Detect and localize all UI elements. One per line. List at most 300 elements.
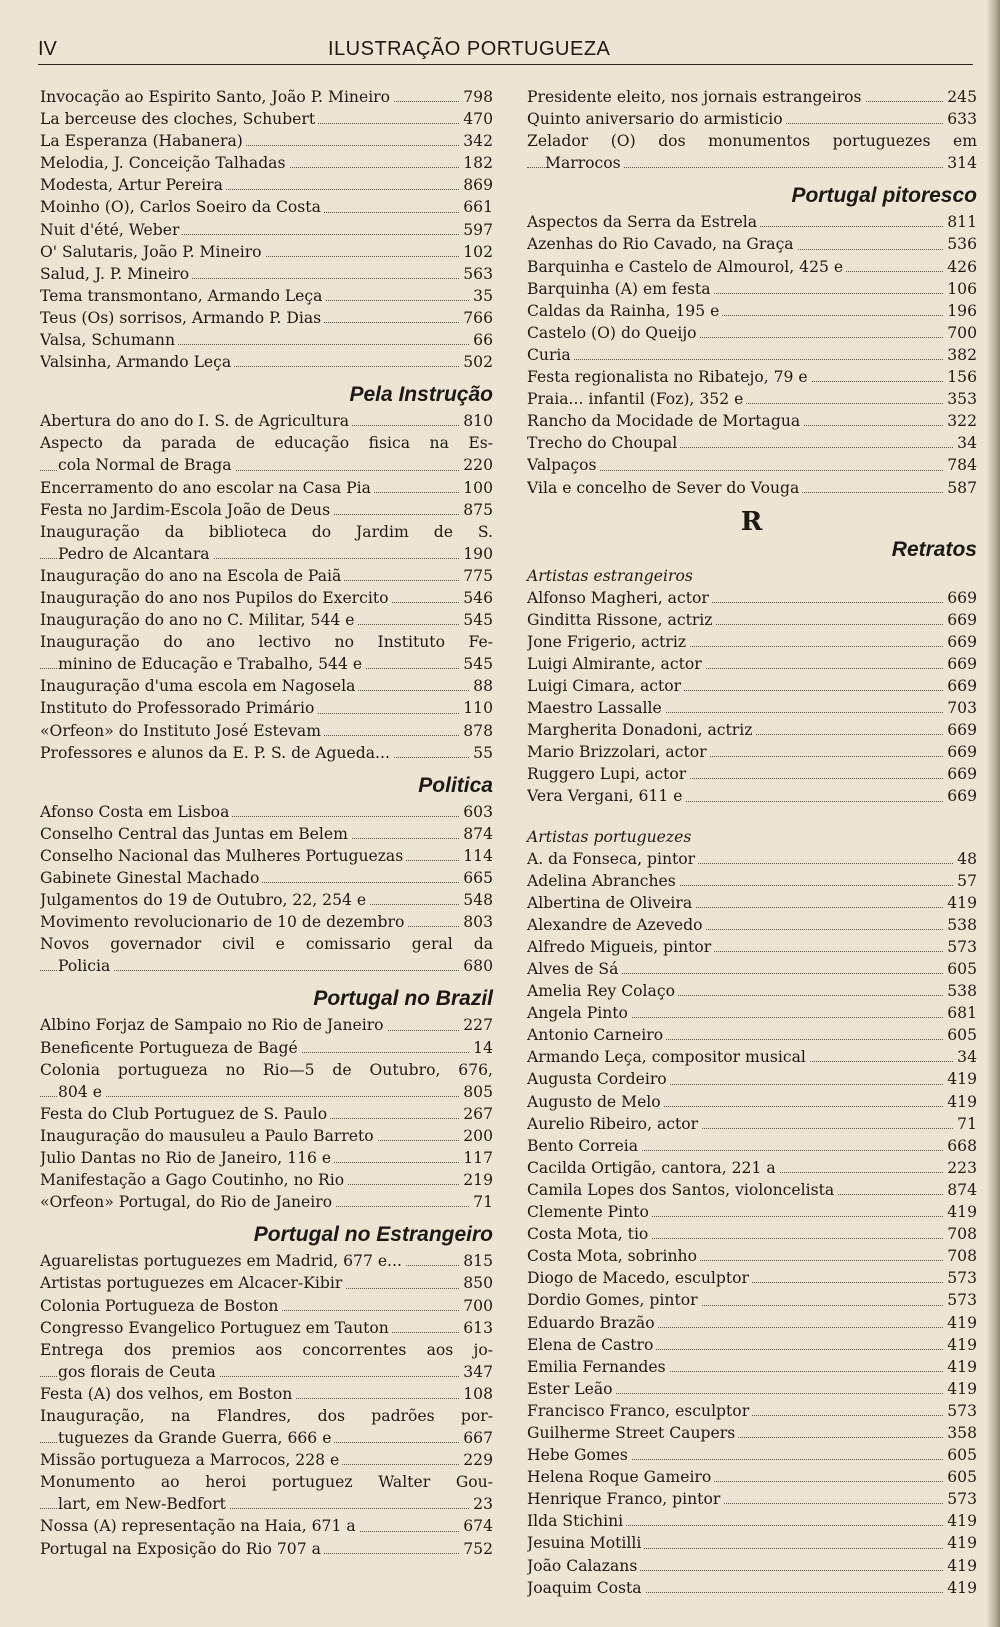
index-entry	[527, 1245, 977, 1267]
entry-page-number: 229	[460, 1449, 493, 1471]
index-entry	[527, 763, 977, 785]
entry-page-number: 708	[944, 1245, 977, 1267]
index-entry-line: Entrega dos premios aos concorrentes aos jo-	[40, 1340, 493, 1359]
index-entry	[40, 653, 493, 675]
entry-title: Alves de Sá	[527, 960, 621, 978]
entry-page-number: 875	[460, 499, 493, 521]
entry-page-number: 605	[944, 1444, 977, 1466]
entry-title: Inauguração do ano nos Pupilos do Exercito	[40, 589, 392, 607]
entry-page-number: 669	[944, 763, 977, 785]
entry-title: Eduardo Brazão	[527, 1314, 658, 1332]
index-entry-line: Novos governador civil e comissario geral da	[40, 935, 493, 954]
index-entry	[40, 823, 493, 845]
index-entry	[40, 609, 493, 631]
entry-title: Congresso Evangelico Portuguez em Tauton	[40, 1319, 392, 1337]
section-heading-instrucao: Pela Instrução	[349, 383, 493, 407]
entry-page-number: 23	[470, 1493, 493, 1515]
page-number: IV	[38, 38, 57, 60]
entry-page-number: 419	[944, 892, 977, 914]
entry-title: Maestro Lassalle	[527, 699, 665, 717]
entry-page-number: 680	[460, 955, 493, 977]
entry-page-number: 419	[944, 1334, 977, 1356]
entry-page-number: 669	[944, 719, 977, 741]
index-entry	[40, 1361, 493, 1383]
entry-page-number: 597	[460, 219, 493, 241]
entry-title: Amelia Rey Colaço	[527, 982, 678, 1000]
index-entry	[527, 1289, 977, 1311]
entry-page-number: 545	[460, 653, 493, 675]
entry-title: Marrocos	[545, 154, 624, 172]
left-column	[40, 86, 493, 1560]
entry-page-number: 71	[470, 1191, 493, 1213]
entry-page-number: 88	[470, 675, 493, 697]
entry-page-number: 71	[954, 1113, 977, 1135]
entry-page-number: 605	[944, 1466, 977, 1488]
index-entry	[40, 697, 493, 719]
index-entry	[40, 196, 493, 218]
subheading-estrangeiros: Artistas estrangeiros	[527, 566, 693, 585]
entry-page-number: 878	[460, 720, 493, 742]
entry-title: Aurelio Ribeiro, actor	[527, 1115, 701, 1133]
entry-title: Inauguração do ano na Escola de Paiã	[40, 567, 344, 585]
entry-page-number: 14	[470, 1037, 493, 1059]
entry-page-number: 114	[460, 845, 493, 867]
entry-title: Rancho da Mocidade de Mortagua	[527, 412, 803, 430]
section-heading-retratos: Retratos	[891, 537, 977, 561]
entry-page-number: 669	[944, 675, 977, 697]
entry-page-number: 220	[460, 454, 493, 476]
entry-title: Ester Leão	[527, 1380, 616, 1398]
entry-title: «Orfeon» Portugal, do Rio de Janeiro	[40, 1193, 335, 1211]
index-entry	[40, 742, 493, 764]
index-entry	[527, 108, 977, 130]
entry-page-number: 775	[460, 565, 493, 587]
entry-title: cola Normal de Braga	[58, 456, 235, 474]
index-entry	[527, 1223, 977, 1245]
entry-title: Albertina de Oliveira	[527, 894, 695, 912]
index-entry	[40, 1191, 493, 1213]
index-entry	[527, 233, 977, 255]
index-entry	[527, 653, 977, 675]
entry-title: Festa (A) dos velhos, em Boston	[40, 1385, 295, 1403]
entry-page-number: 419	[944, 1555, 977, 1577]
entry-title: Luigi Cimara, actor	[527, 677, 684, 695]
entry-title: Julgamentos do 19 de Outubro, 22, 254 e	[40, 891, 369, 909]
entry-page-number: 156	[944, 366, 977, 388]
entry-page-number: 633	[944, 108, 977, 130]
entry-title: Encerramento do ano escolar na Casa Pia	[40, 479, 374, 497]
entry-page-number: 605	[944, 958, 977, 980]
entry-page-number: 227	[460, 1014, 493, 1036]
entry-title: Augusta Cordeiro	[527, 1070, 670, 1088]
index-entry	[527, 848, 977, 870]
entry-title: Portugal na Exposição do Rio 707 a	[40, 1540, 324, 1558]
entry-title: Vila e concelho de Sever do Vouga	[527, 479, 802, 497]
entry-title: Dordio Gomes, pintor	[527, 1291, 701, 1309]
index-entry	[40, 955, 493, 977]
index-entry	[527, 1577, 977, 1599]
entry-page-number: 470	[460, 108, 493, 130]
entry-title: Margherita Donadoni, actriz	[527, 721, 755, 739]
entry-title: Quinto aniversario do armisticio	[527, 110, 786, 128]
index-entry	[527, 432, 977, 454]
index-entry	[527, 477, 977, 499]
index-entry	[527, 322, 977, 344]
entry-page-number: 419	[944, 1201, 977, 1223]
entry-page-number: 815	[460, 1250, 493, 1272]
index-entry	[527, 1532, 977, 1554]
entry-title: Ruggero Lupi, actor	[527, 765, 689, 783]
entry-title: lart, em New-Bedfort	[58, 1495, 229, 1513]
entry-page-number: 200	[460, 1125, 493, 1147]
index-entry	[40, 1317, 493, 1339]
index-entry	[40, 1272, 493, 1294]
entry-page-number: 347	[460, 1361, 493, 1383]
index-entry	[40, 329, 493, 351]
entry-title: Armando Leça, compositor musical	[527, 1048, 809, 1066]
entry-page-number: 669	[944, 609, 977, 631]
entry-title: Valsinha, Armando Leça	[40, 353, 234, 371]
page-edge	[986, 0, 1000, 1627]
entry-page-number: 34	[954, 1046, 977, 1068]
entry-title: Joaquim Costa	[527, 1579, 645, 1597]
entry-page-number: 784	[944, 454, 977, 476]
entry-page-number: 874	[460, 823, 493, 845]
right-column	[527, 86, 977, 1599]
entry-title: Nuit d'été, Weber	[40, 221, 182, 239]
index-entry	[527, 980, 977, 1002]
index-entry	[40, 543, 493, 565]
entry-title: Barquinha (A) em festa	[527, 280, 714, 298]
index-entry-line: Aspecto da parada de educação fisica na Es-	[40, 434, 493, 453]
index-entry	[527, 958, 977, 980]
index-entry	[40, 152, 493, 174]
entry-page-number: 603	[460, 801, 493, 823]
entry-title: Festa regionalista no Ribatejo, 79 e	[527, 368, 811, 386]
entry-title: Aspectos da Serra da Estrela	[527, 213, 760, 231]
entry-page-number: 548	[460, 889, 493, 911]
entry-title: Inauguração do mausuleu a Paulo Barreto	[40, 1127, 377, 1145]
index-entry	[40, 351, 493, 373]
index-entry	[527, 697, 977, 719]
entry-title: 804 e	[58, 1083, 105, 1101]
entry-page-number: 869	[460, 174, 493, 196]
entry-title: Castelo (O) do Queijo	[527, 324, 700, 342]
index-entry	[40, 174, 493, 196]
entry-page-number: 669	[944, 631, 977, 653]
entry-page-number: 805	[460, 1081, 493, 1103]
index-entry	[527, 609, 977, 631]
entry-page-number: 190	[460, 543, 493, 565]
index-entry	[40, 1103, 493, 1125]
entry-title: Tema transmontano, Armando Leça	[40, 287, 325, 305]
index-entry	[40, 1295, 493, 1317]
entry-title: Mario Brizzolari, actor	[527, 743, 710, 761]
entry-page-number: 106	[944, 278, 977, 300]
entry-page-number: 110	[460, 697, 493, 719]
index-entry	[40, 86, 493, 108]
entry-title: Alexandre de Azevedo	[527, 916, 706, 934]
entry-title: Conselho Central das Juntas em Belem	[40, 825, 351, 843]
index-entry	[527, 366, 977, 388]
index-entry	[40, 911, 493, 933]
artistas-estrangeiros-list	[527, 587, 977, 808]
index-entry	[40, 285, 493, 307]
entry-title: Albino Forjaz de Sampaio no Rio de Janeiro	[40, 1016, 387, 1034]
entry-title: Angela Pinto	[527, 1004, 631, 1022]
entry-page-number: 426	[944, 256, 977, 278]
entry-page-number: 419	[944, 1091, 977, 1113]
index-entry	[527, 1024, 977, 1046]
entry-page-number: 314	[944, 152, 977, 174]
entry-title: Vera Vergani, 611 e	[527, 787, 685, 805]
entry-title: Valsa, Schumann	[40, 331, 178, 349]
entry-title: La berceuse des cloches, Schubert	[40, 110, 318, 128]
section-heading-politica: Politica	[418, 773, 493, 797]
index-entry	[527, 344, 977, 366]
entry-page-number: 573	[944, 1267, 977, 1289]
entry-page-number: 55	[470, 742, 493, 764]
entry-title: Inauguração do ano no C. Militar, 544 e	[40, 611, 357, 629]
index-entry	[40, 130, 493, 152]
entry-page-number: 573	[944, 1488, 977, 1510]
entry-page-number: 669	[944, 785, 977, 807]
entry-title: Guilherme Street Caupers	[527, 1424, 738, 1442]
index-entry	[40, 1449, 493, 1471]
index-entry	[40, 263, 493, 285]
entry-title: Moinho (O), Carlos Soeiro da Costa	[40, 198, 324, 216]
index-entry	[527, 1179, 977, 1201]
entry-title: Luigi Almirante, actor	[527, 655, 705, 673]
entry-title: Missão portugueza a Marrocos, 228 e	[40, 1451, 342, 1469]
entry-page-number: 538	[944, 980, 977, 1002]
index-entry	[527, 1312, 977, 1334]
index-entry	[527, 1157, 977, 1179]
index-entry	[527, 785, 977, 807]
entry-page-number: 196	[944, 300, 977, 322]
entry-page-number: 563	[460, 263, 493, 285]
entry-title: Modesta, Artur Pereira	[40, 176, 226, 194]
entry-page-number: 57	[954, 870, 977, 892]
index-entry	[527, 936, 977, 958]
subheading-portuguezes: Artistas portuguezes	[527, 827, 692, 846]
entry-page-number: 34	[954, 432, 977, 454]
entry-title: Costa Mota, sobrinho	[527, 1247, 700, 1265]
brazil-list	[40, 1014, 493, 1213]
entry-title: Teus (Os) sorrisos, Armando P. Dias	[40, 309, 324, 327]
entry-page-number: 605	[944, 1024, 977, 1046]
entry-page-number: 538	[944, 914, 977, 936]
index-entry	[527, 1135, 977, 1157]
entry-page-number: 546	[460, 587, 493, 609]
index-entry-line: Inauguração, na Flandres, dos padrões por-	[40, 1406, 493, 1425]
entry-page-number: 108	[460, 1383, 493, 1405]
entry-title: Caldas da Rainha, 195 e	[527, 302, 722, 320]
index-entry	[527, 631, 977, 653]
entry-page-number: 665	[460, 867, 493, 889]
index-entry	[527, 278, 977, 300]
entry-page-number: 419	[944, 1510, 977, 1532]
entry-title: Praia... infantil (Foz), 352 e	[527, 390, 746, 408]
politica-list	[40, 801, 493, 978]
entry-title: Ginditta Rissone, actriz	[527, 611, 716, 629]
entry-title: Inauguração d'uma escola em Nagosela	[40, 677, 358, 695]
entry-title: Afonso Costa em Lisboa	[40, 803, 232, 821]
index-entry	[40, 675, 493, 697]
entry-page-number: 342	[460, 130, 493, 152]
index-entry	[40, 1037, 493, 1059]
entry-page-number: 66	[470, 329, 493, 351]
entry-page-number: 419	[944, 1312, 977, 1334]
entry-page-number: 703	[944, 697, 977, 719]
index-entry	[40, 108, 493, 130]
entry-title: Salud, J. P. Mineiro	[40, 265, 192, 283]
entry-page-number: 322	[944, 410, 977, 432]
entry-title: Jesuina Motilli	[527, 1534, 644, 1552]
entry-page-number: 419	[944, 1068, 977, 1090]
entry-title: Bento Correia	[527, 1137, 641, 1155]
entry-title: Valpaços	[527, 456, 600, 474]
index-entry	[40, 477, 493, 499]
entry-page-number: 766	[460, 307, 493, 329]
index-entry	[527, 1510, 977, 1532]
entry-page-number: 419	[944, 1356, 977, 1378]
index-entry	[40, 845, 493, 867]
entry-title: Alfredo Migueis, pintor	[527, 938, 714, 956]
index-entry	[527, 1488, 977, 1510]
entry-page-number: 117	[460, 1147, 493, 1169]
index-entry	[527, 1091, 977, 1113]
index-entry	[527, 410, 977, 432]
index-entry	[527, 300, 977, 322]
index-entry	[40, 1383, 493, 1405]
index-entry-line: Inauguração da biblioteca do Jardim de S.	[40, 522, 493, 541]
entry-page-number: 102	[460, 241, 493, 263]
entry-page-number: 668	[944, 1135, 977, 1157]
entry-title: gos florais de Ceuta	[58, 1363, 219, 1381]
entry-title: Curia	[527, 346, 574, 364]
index-entry	[40, 1493, 493, 1515]
entry-page-number: 661	[460, 196, 493, 218]
entry-title: Gabinete Ginestal Machado	[40, 869, 262, 887]
entry-page-number: 358	[944, 1422, 977, 1444]
entry-title: Festa no Jardim-Escola João de Deus	[40, 501, 333, 519]
entry-page-number: 667	[460, 1427, 493, 1449]
index-entry	[40, 1014, 493, 1036]
entry-page-number: 545	[460, 609, 493, 631]
index-entry	[40, 1538, 493, 1560]
index-entry	[527, 675, 977, 697]
entry-title: Antonio Carneiro	[527, 1026, 666, 1044]
index-entry	[527, 454, 977, 476]
entry-page-number: 850	[460, 1272, 493, 1294]
entry-title: Manifestação a Gago Coutinho, no Rio	[40, 1171, 347, 1189]
index-entry	[527, 256, 977, 278]
entry-title: Abertura do ano do I. S. de Agricultura	[40, 412, 352, 430]
entry-title: Clemente Pinto	[527, 1203, 652, 1221]
section-heading-pitoresco: Portugal pitoresco	[791, 184, 977, 208]
index-entry	[527, 1267, 977, 1289]
entry-page-number: 700	[944, 322, 977, 344]
index-entry	[527, 1466, 977, 1488]
entry-title: Diogo de Macedo, esculptor	[527, 1269, 752, 1287]
entry-page-number: 573	[944, 1289, 977, 1311]
index-entry-line: Colonia portugueza no Rio—5 de Outubro, 676,	[40, 1060, 493, 1079]
index-entry	[40, 1427, 493, 1449]
entry-title: Aguarelistas portuguezes em Madrid, 677 e...	[40, 1252, 405, 1270]
entry-title: Helena Roque Gameiro	[527, 1468, 714, 1486]
section-heading-estrangeiro: Portugal no Estrangeiro	[253, 1223, 493, 1247]
entry-title: Jone Frigerio, actriz	[527, 633, 689, 651]
entry-title: Invocação ao Espirito Santo, João P. Mineiro	[40, 88, 393, 106]
entry-page-number: 874	[944, 1179, 977, 1201]
entry-page-number: 700	[460, 1295, 493, 1317]
entry-title: tuguezes da Grande Guerra, 666 e	[58, 1429, 334, 1447]
index-entry	[527, 870, 977, 892]
entry-title: Pedro de Alcantara	[58, 545, 213, 563]
index-entry	[40, 219, 493, 241]
index-entry	[527, 1113, 977, 1135]
entry-title: Instituto do Professorado Primário	[40, 699, 317, 717]
index-entry	[527, 86, 977, 108]
entry-page-number: 573	[944, 1400, 977, 1422]
entry-page-number: 669	[944, 587, 977, 609]
entry-title: La Esperanza (Habanera)	[40, 132, 246, 150]
entry-page-number: 681	[944, 1002, 977, 1024]
index-entry	[40, 410, 493, 432]
index-entry	[40, 801, 493, 823]
entry-title: «Orfeon» do Instituto José Estevam	[40, 722, 324, 740]
entry-page-number: 798	[460, 86, 493, 108]
entry-title: Costa Mota, tio	[527, 1225, 651, 1243]
index-entry	[40, 307, 493, 329]
index-entry	[527, 1400, 977, 1422]
entry-page-number: 182	[460, 152, 493, 174]
index-entry	[40, 889, 493, 911]
entry-title: minino de Educação e Trabalho, 544 e	[58, 655, 365, 673]
index-entry	[527, 1334, 977, 1356]
entry-title: Movimento revolucionario de 10 de dezembro	[40, 913, 407, 931]
entry-title: João Calazans	[527, 1557, 640, 1575]
entry-page-number: 803	[460, 911, 493, 933]
entry-page-number: 223	[944, 1157, 977, 1179]
index-entry	[40, 1250, 493, 1272]
estrangeiro-list	[40, 1250, 493, 1559]
entry-page-number: 752	[460, 1538, 493, 1560]
index-entry	[40, 1515, 493, 1537]
index-entry	[527, 1356, 977, 1378]
index-entry	[40, 867, 493, 889]
index-entry-line: Inauguração do ano lectivo no Instituto Fe-	[40, 633, 493, 652]
page-header	[38, 36, 973, 65]
index-entry	[527, 211, 977, 233]
entry-page-number: 35	[470, 285, 493, 307]
index-entry	[40, 565, 493, 587]
index-entry	[527, 892, 977, 914]
index-entry	[40, 241, 493, 263]
index-entry	[527, 741, 977, 763]
entry-title: Beneficente Portugueza de Bagé	[40, 1039, 301, 1057]
entry-page-number: 219	[460, 1169, 493, 1191]
index-entry	[40, 499, 493, 521]
entry-title: Azenhas do Rio Cavado, na Graça	[527, 235, 797, 253]
entry-title: Trecho do Choupal	[527, 434, 680, 452]
index-entry	[527, 1422, 977, 1444]
entry-page-number: 100	[460, 477, 493, 499]
entry-title: Conselho Nacional das Mulheres Portuguezas	[40, 847, 406, 865]
entry-page-number: 669	[944, 653, 977, 675]
index-entry	[40, 454, 493, 476]
